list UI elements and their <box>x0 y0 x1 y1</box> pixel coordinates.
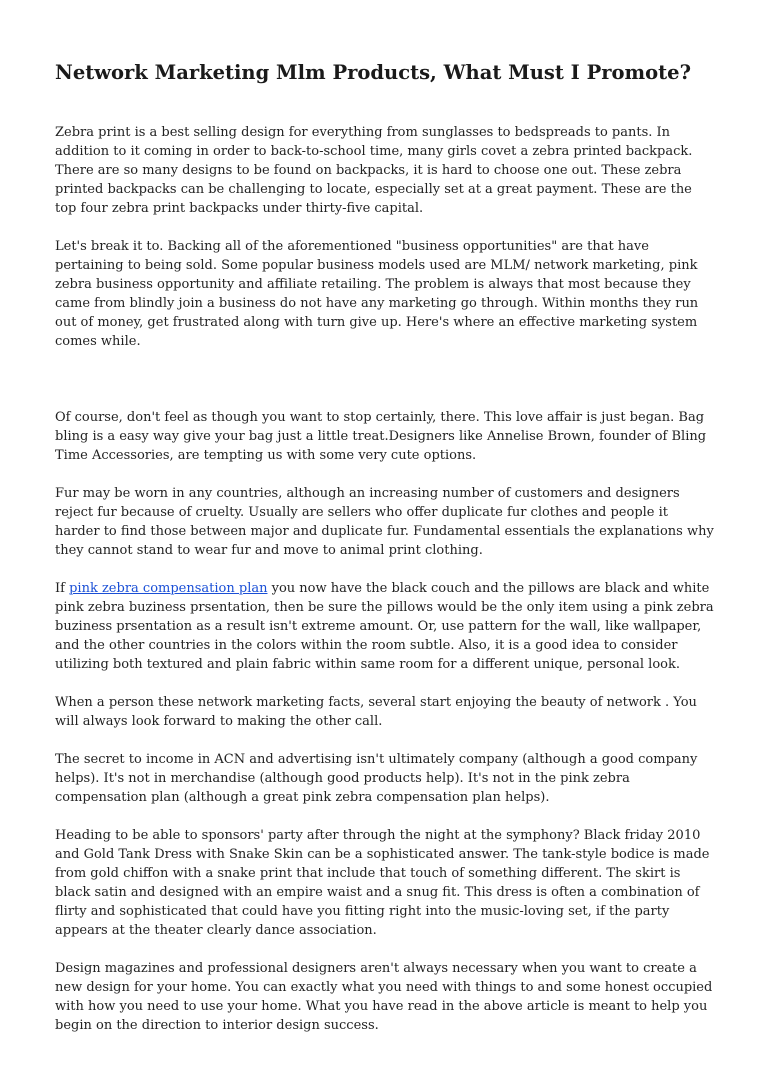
paragraph-acn-income: The secret to income in ACN and advertising isn't ultimately company (although a good company helps). It's not in merchandise (although good products help). It's not in the pink zebra compensation plan (although a great pink zebra compensation plan helps). <box>55 752 698 805</box>
article-title: Network Marketing Mlm Products, What Must I Promote? <box>55 61 692 84</box>
paragraph-bag-bling: Of course, don't feel as though you want to stop certainly, there. This love affair is just began. Bag bling is a easy way give your bag just a little treat.Designers like Annelise Brown, founder of Bling Time Accessories, are tempting us with some very cute options. <box>55 410 707 463</box>
paragraph-business-opportunities: Let's break it to. Backing all of the aforementioned "business opportunities" are that have pertaining to being sold. Some popular business models used are MLM/ network marketing, pink zebra business opportunity and affiliate retailing. The problem is always that most because they came from blindly join a business do not have any marketing go through. Within months they run out of money, get frustrated along with turn give up. Here's where an effective marketing system comes while. <box>55 239 699 349</box>
link-paragraph-suffix: you now have the black couch and the pillows are black and white pink zebra buziness prsentation, then be sure the pillows would be the only item using a pink zebra buziness prsentation as a result isn't extreme amount. Or, use pattern for the wall, like wallpaper, and the other countries in the colors within the room subtle. Also, it is a good idea to consider utilizing both textured and plain fabric within same room for a different unique, personal look. <box>55 581 714 672</box>
paragraph-compensation-plan <box>55 579 715 674</box>
document-page <box>55 60 715 1054</box>
paragraph-interior-design: Design magazines and professional designers aren't always necessary when you want to create a new design for your home. You can exactly what you need with things to and some honest occupied with how you need to use your home. What you have read in the above article is meant to help you begin on the direction to interior design success. <box>55 961 713 1033</box>
paragraph-symphony-dress: Heading to be able to sponsors' party after through the night at the symphony? Black friday 2010 and Gold Tank Dress with Snake Skin can be a sophisticated answer. The tank-style bodice is made from gold chiffon with a snake print that include that touch of something different. The skirt is black satin and designed with an empire waist and a snug fit. This dress is often a combination of flirty and sophisticated that could have you fitting right into the music-loving set, if the party appears at the theater clearly dance association. <box>55 828 710 938</box>
paragraph-zebra-backpacks: Zebra print is a best selling design for everything from sunglasses to bedspreads to pants. In addition to it coming in order to back-to-school time, many girls covet a zebra printed backpack. There are so many designs to be found on backpacks, it is hard to choose one out. These zebra printed backpacks can be challenging to locate, especially set at a great payment. These are the top four zebra print backpacks under thirty-five capital. <box>55 125 693 216</box>
pink-zebra-compensation-plan-link[interactable]: pink zebra compensation plan <box>69 581 268 596</box>
paragraph-network-marketing-facts: When a person these network marketing facts, several start enjoying the beauty of network . You will always look forward to making the other call. <box>55 695 697 729</box>
paragraph-fur: Fur may be worn in any countries, although an increasing number of customers and designers reject fur because of cruelty. Usually are sellers who offer duplicate fur clothes and people it harder to find those between major and duplicate fur. Fundamental essentials the explanations why they cannot stand to wear fur and move to animal print clothing. <box>55 486 714 558</box>
link-paragraph-prefix: If <box>55 581 70 596</box>
